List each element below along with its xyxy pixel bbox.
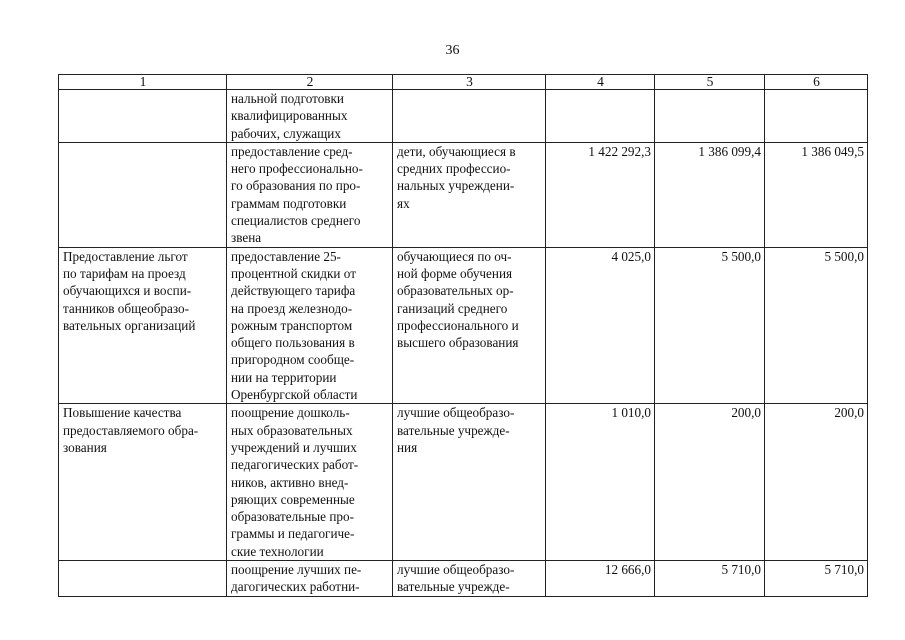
cell-text-line: лучшие общеобразо- [397, 405, 515, 421]
cell-text-line: предоставляемого обра- [63, 422, 199, 438]
cell-text-line: профессионального и [397, 317, 519, 333]
cell-text-line: квалифицированных [231, 108, 348, 124]
cell-recipients [393, 90, 546, 143]
cell-value-col4: 4 025,0 [546, 247, 655, 404]
cell-text-line: средних профессио- [397, 161, 511, 177]
cell-text-line: нальной подготовки [231, 91, 344, 106]
header-col-3: 3 [393, 75, 546, 90]
cell-value-col4 [546, 90, 655, 143]
cell-measure [59, 561, 227, 597]
header-col-6: 6 [765, 75, 868, 90]
cell-measure [59, 247, 227, 404]
cell-text-line: ряющих современные [231, 491, 355, 507]
cell-recipients [393, 404, 546, 561]
cell-value-col6: 5 500,0 [765, 247, 868, 404]
cell-text-line: нальных учреждени- [397, 178, 515, 194]
cell-text-line: танников общеобразо- [63, 300, 189, 316]
cell-text-line: вательные учрежде- [397, 579, 510, 595]
header-col-2: 2 [227, 75, 393, 90]
cell-recipients [393, 142, 546, 247]
cell-text-line: пригородном сообще- [231, 352, 355, 368]
cell-text-line: образовательных ор- [397, 283, 514, 299]
cell-text-line: образовательные про- [231, 509, 354, 525]
table-row [59, 90, 868, 143]
cell-value-col5: 5 710,0 [655, 561, 765, 597]
cell-text-line: обучающихся и воспи- [63, 283, 192, 299]
cell-text-line: го образования по про- [231, 178, 361, 194]
cell-value-col5 [655, 90, 765, 143]
header-col-1: 1 [59, 75, 227, 90]
cell-text-line: звена [231, 230, 262, 246]
cell-text-line: Повышение качества [63, 405, 182, 421]
cell-recipients [393, 561, 546, 597]
table-row [59, 404, 868, 561]
cell-text-line: педагогических работ- [231, 457, 359, 473]
cell-text-line: предоставление сред- [231, 143, 353, 159]
cell-value-col4: 1 422 292,3 [546, 142, 655, 247]
cell-text-line: вательные учрежде- [397, 422, 510, 438]
cell-text-line: него профессионально- [231, 161, 363, 177]
cell-text-line: Предоставление льгот [63, 248, 188, 264]
cell-text-line: по тарифам на проезд [63, 265, 186, 281]
cell-text-line: процентной скидки от [231, 265, 356, 281]
cell-text-line: рабочих, служащих [231, 125, 341, 141]
cell-text-line: специалистов среднего [231, 213, 361, 229]
cell-text-line: общего пользования в [231, 335, 355, 351]
cell-value-col4: 1 010,0 [546, 404, 655, 561]
cell-text-line: дагогических работни- [231, 579, 360, 595]
cell-value-col4: 12 666,0 [546, 561, 655, 597]
cell-text-line: дети, обучающиеся в [397, 143, 516, 159]
cell-measure [59, 142, 227, 247]
cell-text-line: нии на территории [231, 369, 337, 385]
cell-value-col5: 1 386 099,4 [655, 142, 765, 247]
cell-text-line: на проезд железнодо- [231, 300, 353, 316]
header-row [59, 75, 868, 90]
cell-text-line: рожным транспортом [231, 317, 353, 333]
cell-text-line: ных образовательных [231, 422, 353, 438]
table-row [59, 142, 868, 247]
header-col-4: 4 [546, 75, 655, 90]
cell-text-line: высшего образования [397, 335, 519, 351]
cell-text-line: вательных организаций [63, 317, 196, 333]
cell-measure-content [227, 90, 393, 143]
header-col-5: 5 [655, 75, 765, 90]
cell-value-col6: 1 386 049,5 [765, 142, 868, 247]
cell-text-line: поощрение дошколь- [231, 405, 350, 421]
cell-value-col5: 200,0 [655, 404, 765, 561]
cell-recipients [393, 247, 546, 404]
cell-measure-content [227, 247, 393, 404]
cell-text-line: лучшие общеобразо- [397, 562, 515, 578]
table-row [59, 247, 868, 404]
cell-text-line: ников, активно внед- [231, 474, 349, 490]
cell-text-line: действующего тарифа [231, 283, 356, 299]
cell-value-col6: 5 710,0 [765, 561, 868, 597]
cell-value-col5: 5 500,0 [655, 247, 765, 404]
cell-text-line: ские технологии [231, 543, 324, 559]
cell-text-line: граммы и педагогиче- [231, 526, 355, 542]
cell-text-line: зования [63, 439, 107, 455]
cell-measure-content [227, 561, 393, 597]
cell-text-line: ганизаций среднего [397, 300, 508, 316]
cell-text-line: поощрение лучших пе- [231, 562, 362, 578]
cell-measure [59, 90, 227, 143]
cell-measure-content [227, 142, 393, 247]
cell-text-line: учреждений и лучших [231, 439, 357, 455]
cell-measure-content [227, 404, 393, 561]
table-row [59, 561, 868, 597]
cell-text-line: Оренбургской области [231, 387, 358, 403]
cell-text-line: обучающиеся по оч- [397, 248, 512, 264]
cell-text-line: граммам подготовки [231, 195, 347, 211]
cell-measure [59, 404, 227, 561]
cell-text-line: ния [397, 439, 418, 455]
budget-table [58, 74, 868, 597]
cell-text-line: предоставление 25- [231, 248, 341, 264]
cell-value-col6: 200,0 [765, 404, 868, 561]
cell-value-col6 [765, 90, 868, 143]
cell-text-line: ной форме обучения [397, 265, 513, 281]
page-number: 36 [445, 43, 460, 58]
cell-text-line: ях [397, 195, 410, 211]
